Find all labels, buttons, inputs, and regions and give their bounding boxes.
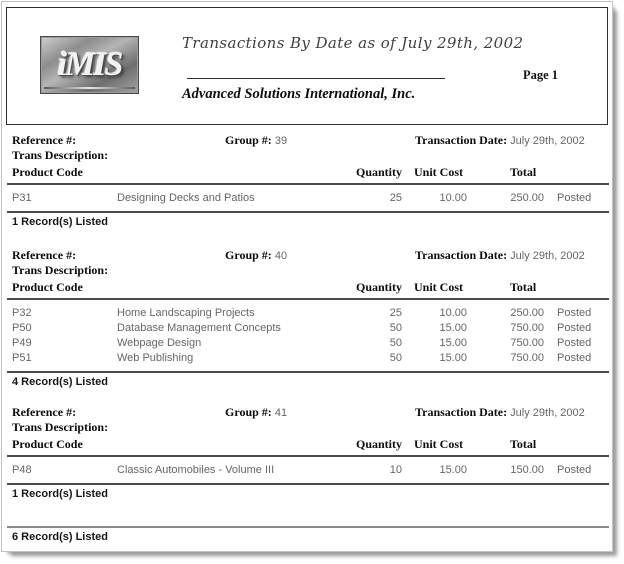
unit-cost-cell: 15.00 xyxy=(439,352,467,364)
reference-label: Reference #: xyxy=(12,248,77,262)
company-name: Advanced Solutions International, Inc. xyxy=(182,86,416,102)
transaction-date-value: July 29th, 2002 xyxy=(510,407,585,419)
quantity-cell: 50 xyxy=(389,337,402,349)
description-cell: Classic Automobiles - Volume III xyxy=(117,464,275,476)
unit-cost-cell: 15.00 xyxy=(439,464,467,476)
quantity-cell: 50 xyxy=(389,352,402,364)
quantity-cell: 25 xyxy=(389,307,402,319)
product-code-cell: P31 xyxy=(12,192,32,204)
group-field xyxy=(225,405,287,420)
transaction-date-field xyxy=(415,133,585,148)
unit-cost-cell: 10.00 xyxy=(439,307,467,319)
total-header: Total xyxy=(510,165,537,179)
status-cell: Posted xyxy=(557,337,592,349)
table-row xyxy=(7,337,609,352)
group-value: 39 xyxy=(274,135,288,147)
trans-description-label: Trans Description: xyxy=(12,263,109,277)
records-listed: 4 Record(s) Listed xyxy=(12,376,108,388)
product-code-cell: P48 xyxy=(12,464,32,476)
total-cell: 750.00 xyxy=(510,352,544,364)
section-meta-row xyxy=(7,248,609,263)
total-cell: 250.00 xyxy=(510,192,544,204)
table-row xyxy=(7,322,609,337)
transaction-date-field xyxy=(415,248,585,263)
description-cell: Webpage Design xyxy=(117,337,202,349)
status-cell: Posted xyxy=(557,464,592,476)
unit-cost-cell: 15.00 xyxy=(439,322,467,334)
table-row xyxy=(7,192,609,207)
reference-label: Reference #: xyxy=(12,133,77,147)
description-cell: Designing Decks and Patios xyxy=(117,192,255,204)
trans-description-label: Trans Description: xyxy=(12,148,109,162)
transaction-section xyxy=(7,133,609,229)
total-cell: 750.00 xyxy=(510,322,544,334)
table-rows xyxy=(7,185,609,211)
product-code-cell: P50 xyxy=(12,322,32,334)
group-label: Group #: xyxy=(225,405,272,419)
total-cell: 750.00 xyxy=(510,337,544,349)
transaction-section xyxy=(7,405,609,501)
unit-cost-header: Unit Cost xyxy=(414,165,464,179)
reference-label: Reference #: xyxy=(12,405,77,419)
report-page xyxy=(1,1,613,552)
transaction-section xyxy=(7,248,609,389)
trans-description-label: Trans Description: xyxy=(12,420,109,434)
description-cell: Web Publishing xyxy=(117,352,194,364)
trans-description-row xyxy=(7,148,609,163)
table-row xyxy=(7,352,609,367)
description-cell: Database Management Concepts xyxy=(117,322,281,334)
header-divider xyxy=(187,78,445,79)
table-rows xyxy=(7,457,609,483)
status-cell: Posted xyxy=(557,307,592,319)
table-rows xyxy=(7,300,609,371)
quantity-header: Quantity xyxy=(355,165,402,179)
total-cell: 150.00 xyxy=(510,464,544,476)
group-value: 41 xyxy=(274,407,288,419)
group-label: Group #: xyxy=(225,133,272,147)
group-field xyxy=(225,248,287,263)
transaction-date-label: Transaction Date: xyxy=(415,133,508,147)
description-cell: Home Landscaping Projects xyxy=(117,307,255,319)
trans-description-row xyxy=(7,263,609,278)
table-header-row xyxy=(7,278,609,298)
status-cell: Posted xyxy=(557,352,592,364)
quantity-cell: 10 xyxy=(389,464,402,476)
transaction-date-label: Transaction Date: xyxy=(415,405,508,419)
report-title: Transactions By Date as of July 29th, 2002 xyxy=(182,34,524,52)
product-code-cell: P49 xyxy=(12,337,32,349)
product-code-header: Product Code xyxy=(12,165,83,179)
unit-cost-header: Unit Cost xyxy=(414,437,464,451)
product-code-cell: P32 xyxy=(12,307,32,319)
trans-description-row xyxy=(7,420,609,435)
page-number: Page 1 xyxy=(523,68,559,82)
total-cell: 250.00 xyxy=(510,307,544,319)
quantity-cell: 50 xyxy=(389,322,402,334)
records-listed: 1 Record(s) Listed xyxy=(12,488,108,500)
group-field xyxy=(225,133,287,148)
transaction-date-value: July 29th, 2002 xyxy=(510,135,585,147)
total-header: Total xyxy=(510,280,537,294)
group-value: 40 xyxy=(274,250,288,262)
status-cell: Posted xyxy=(557,192,592,204)
table-row xyxy=(7,464,609,479)
table-header-row xyxy=(7,163,609,183)
total-header: Total xyxy=(510,437,537,451)
grand-total-rule xyxy=(7,526,609,528)
report-header xyxy=(6,7,608,125)
section-meta-row xyxy=(7,405,609,420)
unit-cost-cell: 10.00 xyxy=(439,192,467,204)
imis-logo-text: iMIS xyxy=(57,46,122,83)
records-listed: 1 Record(s) Listed xyxy=(12,216,108,228)
imis-logo xyxy=(40,36,139,94)
product-code-header: Product Code xyxy=(12,437,83,451)
table-header-row xyxy=(7,435,609,455)
table-row xyxy=(7,307,609,322)
unit-cost-cell: 15.00 xyxy=(439,337,467,349)
transaction-date-label: Transaction Date: xyxy=(415,248,508,262)
transaction-date-field xyxy=(415,405,585,420)
section-meta-row xyxy=(7,133,609,148)
product-code-cell: P51 xyxy=(12,352,32,364)
quantity-header: Quantity xyxy=(355,280,402,294)
quantity-cell: 25 xyxy=(389,192,402,204)
status-cell: Posted xyxy=(557,322,592,334)
transaction-date-value: July 29th, 2002 xyxy=(510,250,585,262)
group-label: Group #: xyxy=(225,248,272,262)
grand-total-records: 6 Record(s) Listed xyxy=(12,531,108,543)
product-code-header: Product Code xyxy=(12,280,83,294)
quantity-header: Quantity xyxy=(355,437,402,451)
unit-cost-header: Unit Cost xyxy=(414,280,464,294)
